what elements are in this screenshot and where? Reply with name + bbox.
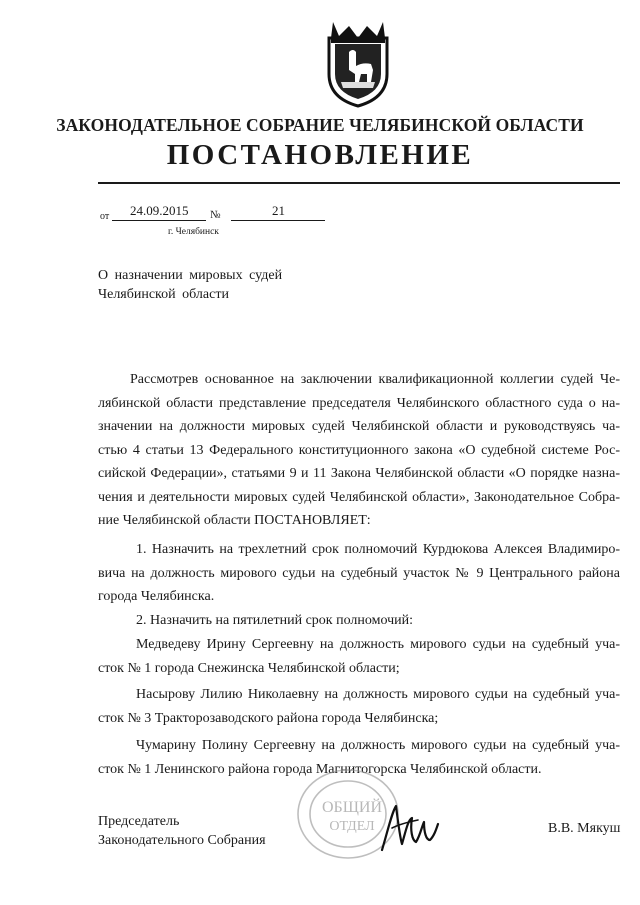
paragraph-line: Насырову Лилию Николаевну на должность мирового судьи на судебный уча-: [136, 687, 620, 702]
handwritten-signature: [378, 800, 440, 854]
paragraph-line: 2. Назначить на пятилетний срок полномочий:: [136, 613, 414, 628]
appointee-paragraph: [98, 683, 620, 730]
signatory-title: [98, 812, 266, 850]
subject-line: Челябинской области: [98, 287, 229, 302]
document-subject: [98, 266, 282, 304]
number-label: №: [210, 209, 221, 221]
document-number: 21: [272, 203, 285, 218]
appointee-paragraph: [98, 633, 620, 680]
paragraph-line: сток № 3 Тракторозаводского района города Челябинска;: [98, 710, 439, 726]
date-from-label: от: [100, 211, 110, 222]
stamp-text-line: ОТДЕЛ: [329, 819, 375, 834]
paragraph-line: 1. Назначить на трехлетний срок полномочий Курдюкова Алексея Владимиро-: [136, 542, 620, 557]
paragraph-line: стью 4 статьи 13 Федерального конституционного закона «О судебной системе Рос-: [98, 442, 620, 458]
paragraph-line: города Челябинска.: [98, 589, 215, 604]
paragraph-line: значении на должности мировых судей Челябинской области и руководствуясь ча-: [98, 419, 620, 434]
signatory-title-line: Председатель: [98, 814, 180, 829]
document-city: г. Челябинск: [168, 227, 219, 237]
paragraph-line: сийской Федерации», статьями 9 и 11 Закона Челябинской области «О порядке назна-: [98, 466, 620, 481]
number-underline: [231, 220, 325, 221]
item-1-paragraph: [98, 538, 620, 609]
signatory-title-line: Законодательного Собрания: [98, 833, 266, 848]
stamp-text-line: ОБЩИЙ: [322, 799, 382, 816]
signatory-name: В.В. Мякуш: [548, 821, 621, 836]
subject-line: О назначении мировых судей: [98, 268, 283, 283]
intro-paragraph: [98, 368, 620, 533]
paragraph-line: чения и деятельности мировых судей Челябинской области», Законодательное Собра-: [98, 489, 620, 505]
paragraph-line: ние Челябинской области ПОСТАНОВЛЯЕТ:: [98, 513, 371, 528]
date-underline: [112, 220, 206, 221]
document-type-title: ПОСТАНОВЛЕНИЕ: [166, 139, 474, 171]
organization-name: ЗАКОНОДАТЕЛЬНОЕ СОБРАНИЕ ЧЕЛЯБИНСКОЙ ОБЛАСТИ: [56, 115, 584, 135]
paragraph-line: Медведеву Ирину Сергеевну на должность мирового судьи на судебный уча-: [136, 637, 620, 652]
paragraph-line: вича на должность мирового судьи на судебный участок № 9 Центрального района: [98, 565, 620, 581]
paragraph-line: Чумарину Полину Сергеевну на должность мирового судьи на судебный уча-: [136, 738, 620, 753]
header-divider: [98, 182, 620, 184]
paragraph-line: сток № 1 Ленинского района города Магнитогорска Челябинской области.: [98, 761, 542, 777]
paragraph-line: лябинской области представление председателя Челябинского областного суда о на-: [98, 395, 620, 411]
paragraph-line: сток № 1 города Снежинска Челябинской области;: [98, 660, 400, 676]
paragraph-line: Рассмотрев основанное на заключении квалификационной коллегии судей Че-: [130, 372, 620, 387]
item-2-heading: [98, 609, 620, 633]
document-date: 24.09.2015: [130, 203, 189, 218]
coat-of-arms-emblem: [319, 16, 397, 108]
